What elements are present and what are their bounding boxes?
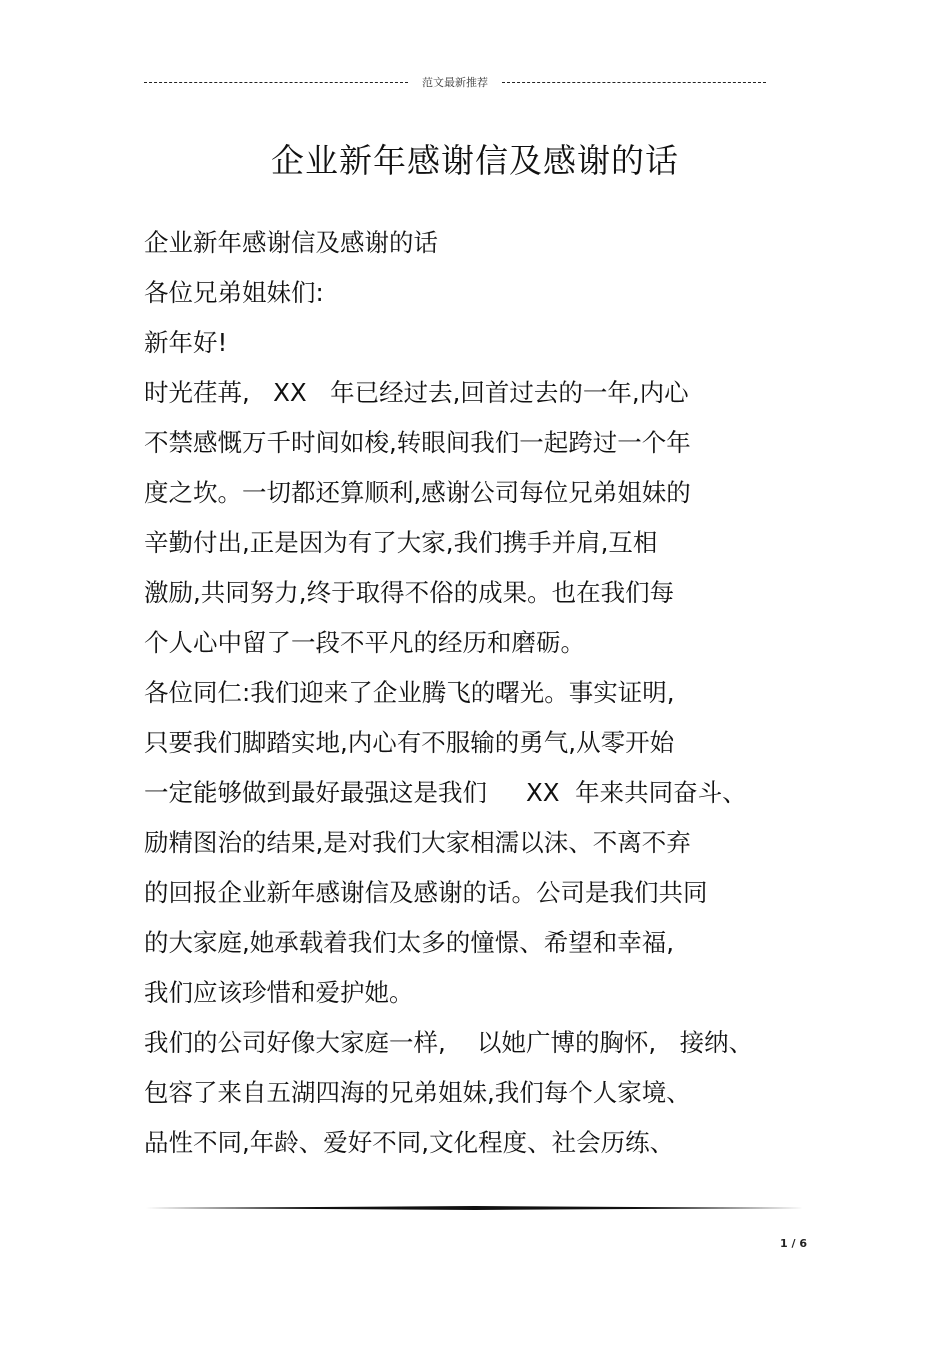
body-line: 时光荏苒, XX 年已经过去,回首过去的一年,内心 <box>144 378 689 407</box>
body-line: 包容了来自五湖四海的兄弟姐妹,我们每个人家境、 <box>144 1078 691 1107</box>
body-line: 励精图治的结果,是对我们大家相濡以沫、不离不弃 <box>144 828 691 857</box>
body-line: 品性不同,年龄、爱好不同,文化程度、社会历练、 <box>144 1128 675 1157</box>
body-line: 的回报企业新年感谢信及感谢的话。公司是我们共同 <box>144 878 708 907</box>
document-title: 企业新年感谢信及感谢的话 <box>271 141 679 180</box>
body-line: 新年好! <box>144 328 228 357</box>
body-line: 只要我们脚踏实地,内心有不服输的勇气,从零开始 <box>144 728 675 757</box>
body-line: 各位兄弟姐妹们: <box>144 278 324 307</box>
body-line: 度之坎。一切都还算顺利,感谢公司每位兄弟姐妹的 <box>144 478 691 507</box>
page-header <box>144 72 766 92</box>
body-line: 辛勤付出,正是因为有了大家,我们携手并肩,互相 <box>144 528 658 557</box>
header-label: 范文最新推荐 <box>422 76 488 89</box>
header-rule-left <box>144 82 408 83</box>
body-line: 的大家庭,她承载着我们太多的憧憬、希望和幸福, <box>144 928 675 957</box>
body-line: 一定能够做到最好最强这是我们 XX 年来共同奋斗、 <box>144 778 747 807</box>
body-line: 我们的公司好像大家庭一样, 以她广博的胸怀, 接纳、 <box>144 1028 754 1057</box>
body-line: 我们应该珍惜和爱护她。 <box>144 978 414 1007</box>
body-line: 不禁感慨万千时间如梭,转眼间我们一起跨过一个年 <box>144 428 691 457</box>
header-rule-right <box>502 82 766 83</box>
document-body <box>144 218 824 1168</box>
body-line: 企业新年感谢信及感谢的话 <box>144 228 438 257</box>
footer-rule <box>146 1206 804 1210</box>
body-line: 激励,共同努力,终于取得不俗的成果。也在我们每 <box>144 578 675 607</box>
body-line: 个人心中留了一段不平凡的经历和磨砺。 <box>144 628 585 657</box>
page-number: 1 / 6 <box>780 1237 807 1250</box>
body-line: 各位同仁:我们迎来了企业腾飞的曙光。事实证明, <box>144 678 675 707</box>
